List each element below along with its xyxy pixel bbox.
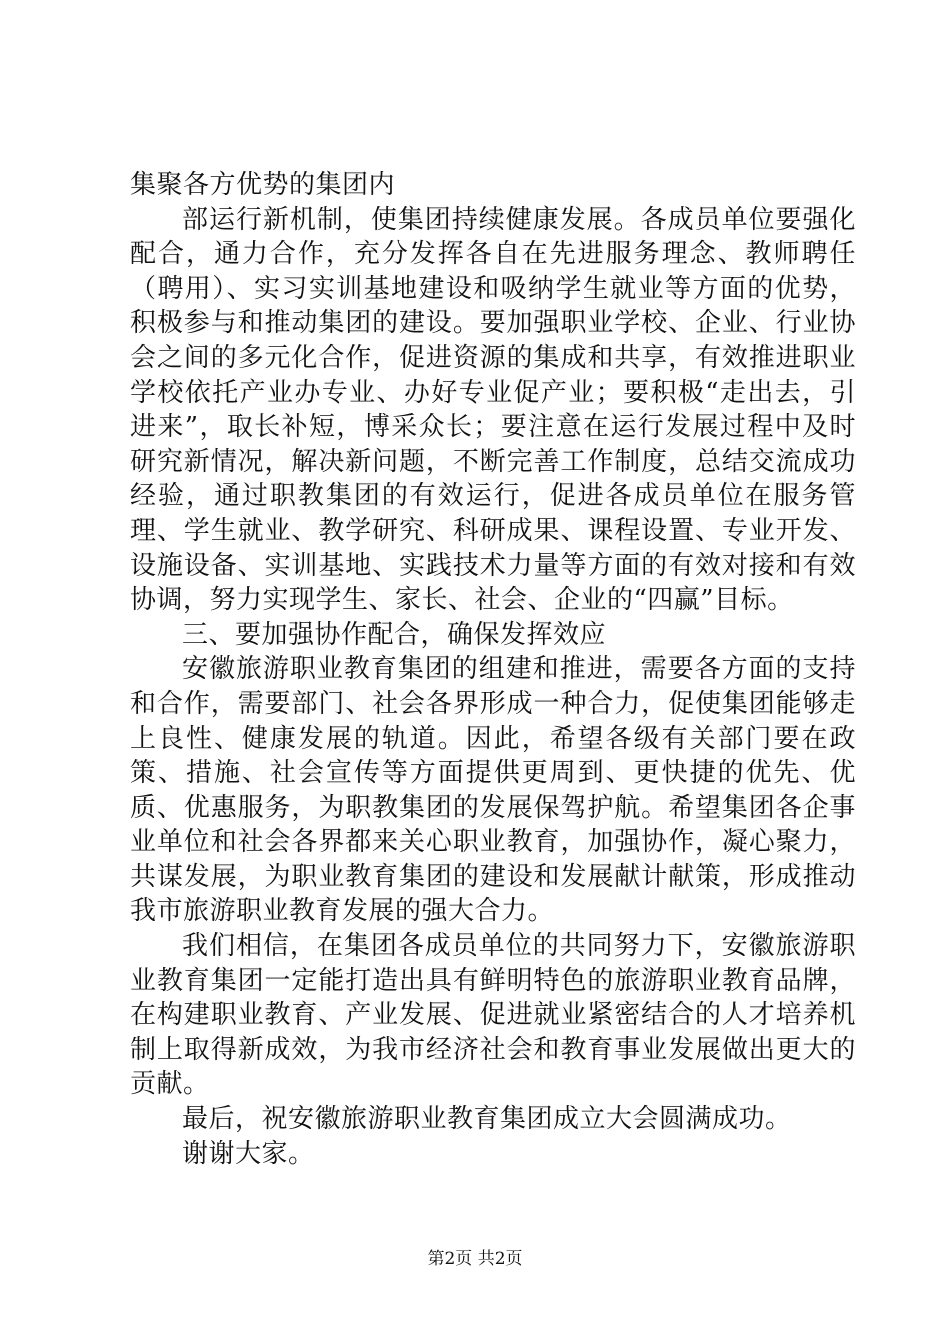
paragraph-support: 安徽旅游职业教育集团的组建和推进，需要各方面的支持和合作，需要部门、社会各界形成一种合力，促使集团能够走上良性、健康发展的轨道。因此，希望各级有关部门要在政策、措施、社会宣传等方面提供更周到、更快捷的优先、优质、优惠服务，为职教集团的发展保驾护航。希望集团各企事业单位和社会各界都来关心职业教育，加强协作，凝心聚力，共谋发展，为职业教育集团的建设和发展献计献策，形成推动我市旅游职业教育发展的强大合力。 [130,654,856,927]
paragraph-thanks: 谢谢大家。 [182,1138,315,1169]
paragraph-fragment: 集聚各方优势的集团内 [130,170,396,200]
page-footer: 第2页 共2页 [427,1249,523,1269]
section-heading-three: 三、要加强协作配合，确保发挥效应 [182,619,607,650]
paragraph-belief: 我们相信，在集团各成员单位的共同努力下，安徽旅游职业教育集团一定能打造出具有鲜明特色的旅游职业教育品牌，在构建职业教育、产业发展、促进就业紧密结合的人才培养机制上取得新成效，为我市经济社会和教育事业发展做出更大的贡献。 [130,931,856,1100]
paragraph-cooperation: 部运行新机制，使集团持续健康发展。各成员单位要强化配合，通力合作，充分发挥各自在先进服务理念、教师聘任（聘用）、实习实训基地建设和吸纳学生就业等方面的优势，积极参与和推动集团的建设。要加强职业学校、企业、行业协会之间的多元化合作，促进资源的集成和共享，有效推进职业学校依托产业办专业、办好专业促产业；要积极“走出去，引进来”，取长补短，博采众长；要注意在运行发展过程中及时研究新情况，解决新问题，不断完善工作制度，总结交流成功经验，通过职教集团的有效运行，促进各成员单位在服务管理、学生就业、教学研究、科研成果、课程设置、专业开发、设施设备、实训基地、实践技术力量等方面的有效对接和有效协调，努力实现学生、家长、社会、企业的“四赢”目标。 [130,204,856,616]
document-body [130,168,856,1171]
paragraph-closing-wish: 最后，祝安徽旅游职业教育集团成立大会圆满成功。 [182,1104,792,1135]
